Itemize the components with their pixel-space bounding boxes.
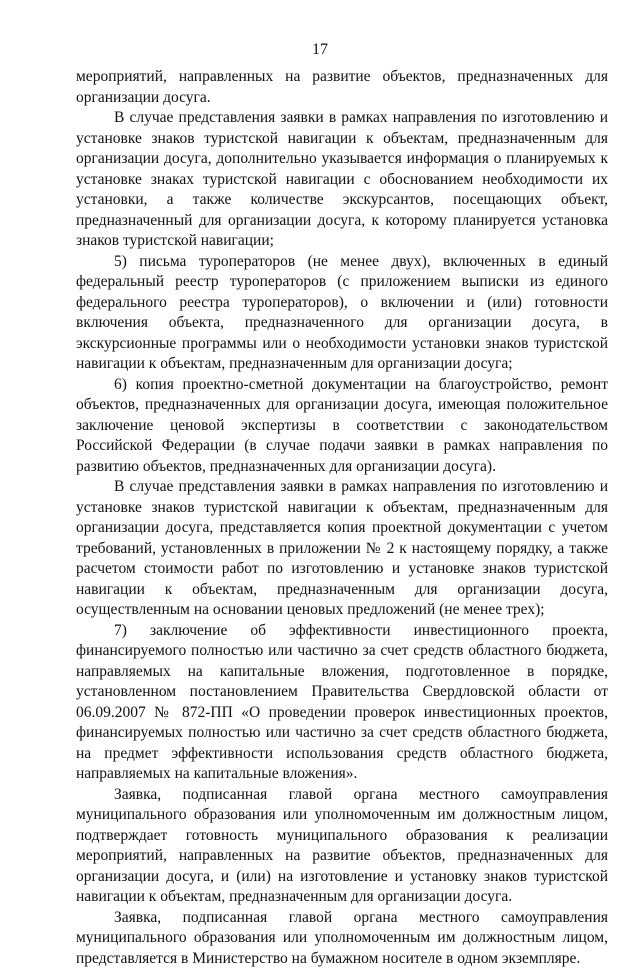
paragraph-item-5: 5) письма туроператоров (не менее двух), включенных в единый федеральный реестр туроператоров (с приложением выписки из единого федерального реестра туроператоров), о включении и (или) готовности включения объекта, предназначенного для организации досуга, в экскурсионные программы или о необходимости установки знаков туристской навигации к объектам, предназначенным для организации досуга; [76,252,608,375]
paragraph-navigation-info: В случае представления заявки в рамках направления по изготовлению и установке знаков туристской навигации к объектам, предназначенным для организации досуга, дополнительно указывается информация о планируемых к установке знаках туристской навигации с обоснованием необходимости их установки, а также количестве экскурсантов, посещающих объект, предназначенный для организации досуга, к которому планируется установка знаков туристской навигации; [76,108,608,252]
page-number: 17 [0,40,640,60]
paragraph-application-submitted: Заявка, подписанная главой органа местного самоуправления муниципального образования или уполномоченным им должностным лицом, представляется в Министерство на бумажном носителе в одном экземпляре. [76,908,608,969]
paragraph-item-7: 7) заключение об эффективности инвестиционного проекта, финансируемого полностью или частично за счет средств областного бюджета, направляемых на капитальные вложения, подготовленное в порядке, установленном постановлением Правительства Свердловской области от 06.09.2007 № 872-ПП «О проведении проверок инвестиционных проектов, финансируемых полностью или частично за счет средств областного бюджета, на предмет эффективности использования средств областного бюджета, направляемых на капитальные вложения». [76,621,608,785]
paragraph-continuation: мероприятий, направленных на развитие объектов, предназначенных для организации досуга. [76,67,608,108]
paragraph-navigation-docs: В случае представления заявки в рамках направления по изготовлению и установке знаков туристской навигации к объектам, предназначенным для организации досуга, представляется копия проектной документации с учетом требований, установленных в приложении № 2 к настоящему порядку, а также расчетом стоимости работ по изготовлению и установке знаков туристской навигации к объектам, предназначенным для организации досуга, осуществленным на основании ценовых предложений (не менее трех); [76,477,608,621]
body-text [76,67,608,969]
paragraph-application-confirms: Заявка, подписанная главой органа местного самоуправления муниципального образования или уполномоченным им должностным лицом, подтверждает готовность муниципального образования к реализации мероприятий, направленных на развитие объектов, предназначенных для организации досуга, и (или) на изготовление и установку знаков туристской навигации к объектам, предназначенным для организации досуга. [76,785,608,908]
paragraph-item-6: 6) копия проектно-сметной документации на благоустройство, ремонт объектов, предназначенных для организации досуга, имеющая положительное заключение ценовой экспертизы в соответствии с законодательством Российской Федерации (в случае подачи заявки в рамках направления по развитию объектов, предназначенных для организации досуга). [76,375,608,478]
